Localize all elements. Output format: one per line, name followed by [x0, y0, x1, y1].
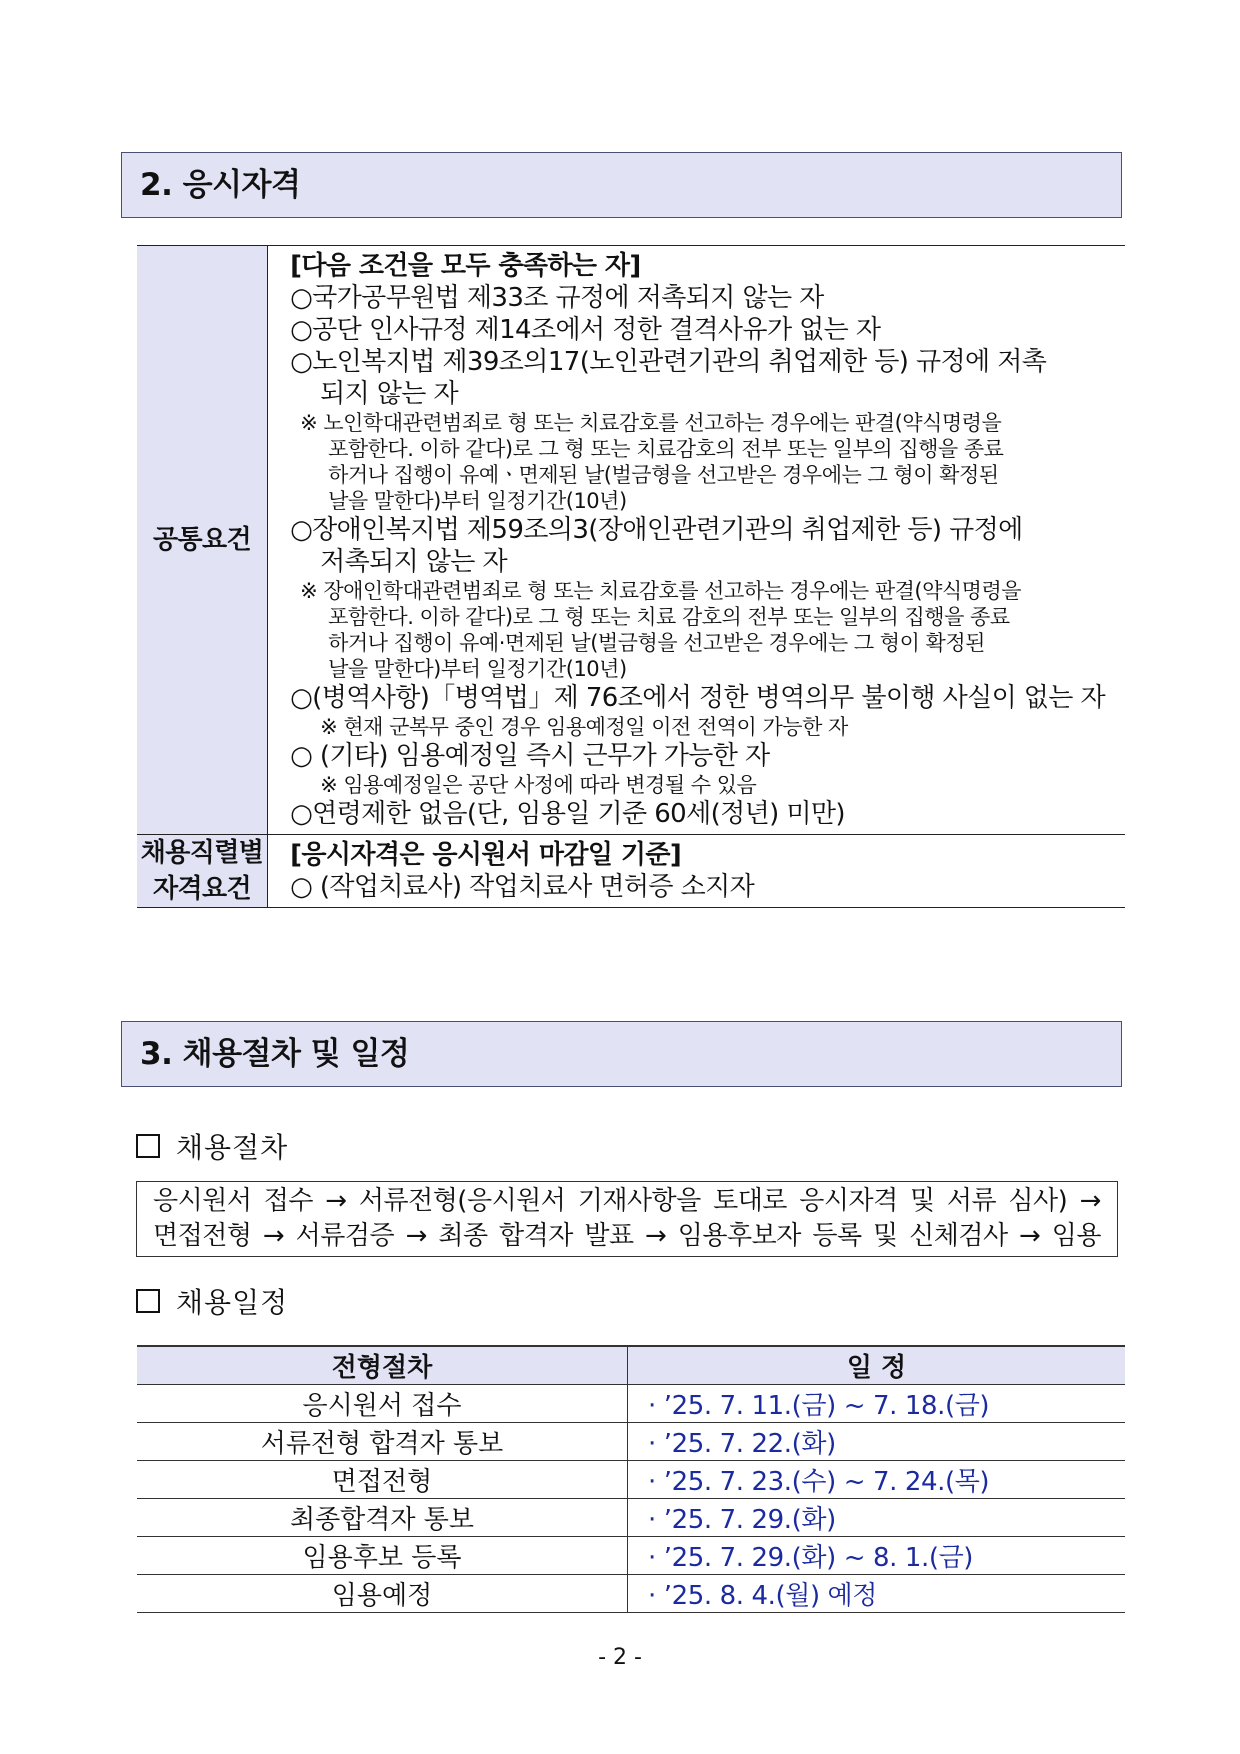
- schedule-date: · ’25. 7. 29.(화) ~ 8. 1.(금): [628, 1537, 1126, 1575]
- procedure-step: 신체검사: [909, 1221, 1008, 1251]
- arrow-icon: →: [262, 1221, 285, 1251]
- schedule-step: 임용예정: [137, 1575, 628, 1613]
- schedule-header-row: [137, 1346, 1125, 1385]
- arrow-icon: →: [405, 1221, 427, 1251]
- schedule-row: [137, 1423, 1125, 1461]
- page-number: - 2 -: [598, 1645, 642, 1670]
- schedule-header-date: 일 정: [628, 1346, 1126, 1385]
- procedure-step: 응시자격: [799, 1186, 898, 1216]
- section-2-header: [121, 152, 1122, 218]
- qualification-table: [137, 245, 1125, 908]
- procedure-step: 서류: [946, 1186, 997, 1216]
- schedule-date: · ’25. 8. 4.(월) 예정: [628, 1575, 1126, 1613]
- procedure-step: 서류전형(응시원서: [358, 1186, 566, 1216]
- schedule-row: [137, 1461, 1125, 1499]
- procedure-step: 임용: [1051, 1221, 1101, 1251]
- procedure-step: 합격자: [499, 1221, 573, 1251]
- procedure-step: 임용후보자: [677, 1221, 801, 1251]
- procedure-step: 및: [909, 1186, 935, 1216]
- schedule-date: · ’25. 7. 11.(금) ~ 7. 18.(금): [628, 1385, 1126, 1423]
- common-requirement-line: ○공단 인사규정 제14조에서 정한 결격사유가 없는 자: [290, 315, 881, 345]
- procedure-step: 발표: [584, 1221, 634, 1251]
- common-requirements-row: [137, 246, 1125, 835]
- schedule-heading-text: 채용일정: [176, 1286, 289, 1319]
- job-requirement-line: ○ (작업치료사) 작업치료사 면허증 소지자: [290, 872, 755, 902]
- checkbox-square-icon: [136, 1289, 160, 1313]
- common-requirement-line: ※ 임용예정일은 공단 사정에 따라 변경될 수 있음: [320, 773, 757, 797]
- common-requirement-line: ○장애인복지법 제59조의3(장애인관련기관의 취업제한 등) 규정에: [290, 515, 1023, 545]
- section-2-title: 2. 응시자격: [140, 167, 301, 203]
- schedule-step: 임용후보 등록: [137, 1537, 628, 1575]
- schedule-step: 서류전형 합격자 통보: [137, 1423, 628, 1461]
- procedure-heading: [136, 1130, 288, 1166]
- job-requirements-content: [268, 835, 1125, 908]
- common-requirement-line: ○(병역사항)「병역법」제 76조에서 정한 병역의무 불이행 사실이 없는 자: [290, 683, 1105, 713]
- common-requirement-line: 포함한다. 이하 같다)로 그 형 또는 치료 감호의 전부 또는 일부의 집행을 종료: [328, 605, 1010, 629]
- common-requirement-line: 하거나 집행이 유예ㆍ면제된 날(벌금형을 선고받은 경우에는 그 형이 확정된: [328, 463, 999, 487]
- schedule-step: 최종합격자 통보: [137, 1499, 628, 1537]
- section-3-header: [121, 1021, 1122, 1087]
- schedule-header-step: 전형절차: [137, 1346, 628, 1385]
- procedure-line-2: [153, 1219, 1101, 1254]
- schedule-row: [137, 1537, 1125, 1575]
- procedure-step: 기재사항을: [577, 1186, 701, 1216]
- common-requirement-line: ○연령제한 없음(단, 임용일 기준 60세(정년) 미만): [290, 799, 845, 829]
- common-requirement-line: ○ (기타) 임용예정일 즉시 근무가 가능한 자: [290, 741, 770, 771]
- job-requirements-label: [137, 835, 268, 908]
- arrow-icon: →: [325, 1186, 347, 1216]
- schedule-body: [137, 1385, 1125, 1613]
- schedule-row: [137, 1385, 1125, 1423]
- schedule-row: [137, 1499, 1125, 1537]
- common-requirement-line: ※ 현재 군복무 중인 경우 임용예정일 이전 전역이 가능한 자: [320, 715, 848, 739]
- arrow-icon: →: [1079, 1186, 1101, 1216]
- arrow-icon: →: [645, 1221, 667, 1251]
- common-requirements-label: 공통요건: [137, 246, 268, 835]
- job-requirements-label-line1: 채용직렬별: [140, 838, 264, 868]
- schedule-heading: [136, 1285, 288, 1321]
- procedure-step: 등록: [812, 1221, 862, 1251]
- procedure-step: 응시원서: [153, 1186, 252, 1216]
- common-requirement-line: 되지 않는 자: [320, 379, 458, 409]
- procedure-heading-text: 채용절차: [176, 1131, 289, 1164]
- procedure-step: 최종: [438, 1221, 488, 1251]
- procedure-step: 접수: [263, 1186, 313, 1216]
- schedule-table: [137, 1345, 1125, 1613]
- common-requirement-line: 날을 말한다)부터 일정기간(10년): [328, 489, 627, 513]
- section-3-title: 3. 채용절차 및 일정: [140, 1036, 410, 1072]
- schedule-date: · ’25. 7. 23.(수) ~ 7. 24.(목): [628, 1461, 1126, 1499]
- schedule-date: · ’25. 7. 22.(화): [628, 1423, 1126, 1461]
- procedure-step: 심사): [1008, 1186, 1068, 1216]
- common-requirement-line: 저촉되지 않는 자: [320, 547, 508, 577]
- common-requirement-line: ○노인복지법 제39조의17(노인관련기관의 취업제한 등) 규정에 저촉: [290, 347, 1047, 377]
- job-requirements-label-line2: 자격요건: [152, 874, 252, 904]
- schedule-date: · ’25. 7. 29.(화): [628, 1499, 1126, 1537]
- job-requirement-line: [응시자격은 응시원서 마감일 기준]: [290, 840, 682, 870]
- checkbox-square-icon: [136, 1134, 160, 1158]
- schedule-row: [137, 1575, 1125, 1613]
- procedure-step: 서류검증: [295, 1221, 395, 1251]
- procedure-box: [136, 1181, 1118, 1257]
- schedule-step: 응시원서 접수: [137, 1385, 628, 1423]
- common-requirement-line: ○국가공무원법 제33조 규정에 저촉되지 않는 자: [290, 283, 824, 313]
- procedure-step: 및: [873, 1221, 898, 1251]
- common-requirement-line: 포함한다. 이하 같다)로 그 형 또는 치료감호의 전부 또는 일부의 집행을 종료: [328, 437, 1004, 461]
- common-requirement-line: 날을 말한다)부터 일정기간(10년): [328, 657, 627, 681]
- job-requirements-row: [137, 835, 1125, 908]
- common-requirement-line: ※ 노인학대관련범죄로 형 또는 치료감호를 선고하는 경우에는 판결(약식명령을: [300, 411, 1002, 435]
- procedure-step: 토대로: [713, 1186, 787, 1216]
- common-requirement-line: 하거나 집행이 유예·면제된 날(벌금형을 선고받은 경우에는 그 형이 확정된: [328, 631, 985, 655]
- arrow-icon: →: [1019, 1221, 1041, 1251]
- procedure-line-1: [153, 1184, 1101, 1219]
- common-requirement-line: ※ 장애인학대관련범죄로 형 또는 치료감호를 선고하는 경우에는 판결(약식명령을: [300, 579, 1022, 603]
- schedule-step: 면접전형: [137, 1461, 628, 1499]
- common-requirement-line: [다음 조건을 모두 충족하는 자]: [290, 251, 641, 281]
- common-requirements-content: [268, 246, 1125, 835]
- procedure-step: 면접전형: [153, 1221, 252, 1251]
